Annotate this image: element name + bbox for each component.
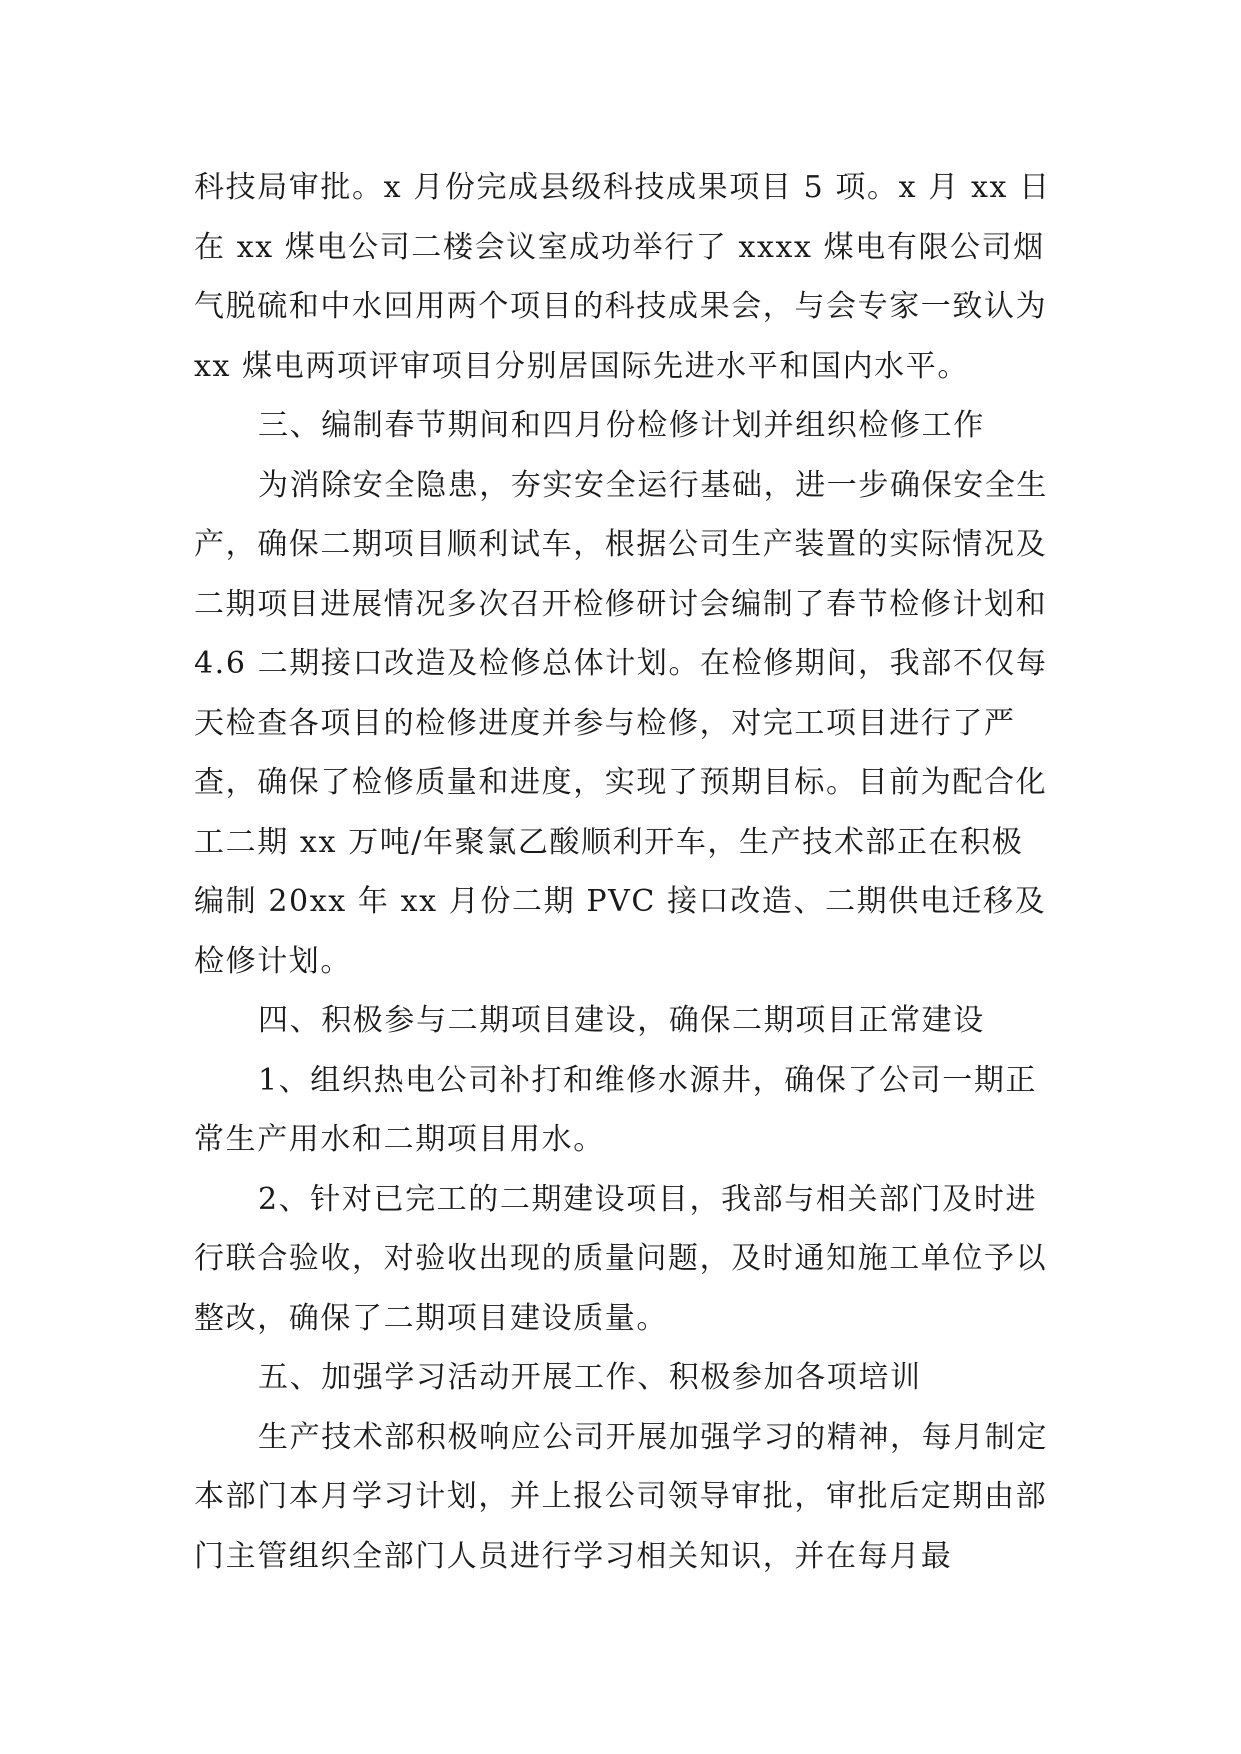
heading-section-4: 四、积极参与二期项目建设，确保二期项目正常建设 bbox=[258, 1003, 985, 1038]
paragraph-section-3: 为消除安全隐患，夯实安全运行基础，进一步确保安全生产，确保二期项目顺利试车，根据公司生产装置的实际情况及二期项目进展情况多次召开检修研讨会编制了春节检修计划和 4.6 二期接口改造及检修总体计划。在检修期间，我部不仅每天检查各项目的检修进度并参与检修，对完工项目进行了严查，确保了检修质量和进度，实现了预期目标。目前为配合化工二期 xx 万吨/年聚氯乙酸顺利开车，生产技术部正在积极编制 20xx 年 xx 月份二期 PVC 接口改造、二期供电迁移及检修计划。 bbox=[194, 467, 1048, 979]
paragraph-1: 科技局审批。x 月份完成县级科技成果项目 5 项。x 月 xx 日在 xx 煤电公司二楼会议室成功举行了 xxxx 煤电有限公司烟气脱硫和中水回用两个项目的科技成果会，与会专家一致认为 xx 煤电两项评审项目分别居国际先进水平和国内水平。 bbox=[194, 170, 1051, 384]
paragraph-item-1: 1、组织热电公司补打和维修水源井，确保了公司一期正常生产用水和二期项目用水。 bbox=[194, 1062, 1038, 1157]
paragraph-item-2: 2、针对已完工的二期建设项目，我部与相关部门及时进行联合验收，对验收出现的质量问题，及时通知施工单位予以整改，确保了二期项目建设质量。 bbox=[194, 1181, 1048, 1336]
document-body bbox=[194, 158, 1054, 1586]
paragraph-section-5: 生产技术部积极响应公司开展加强学习的精神，每月制定本部门本月学习计划，并上报公司领导审批，审批后定期由部门主管组织全部门人员进行学习相关知识，并在每月最 bbox=[194, 1419, 1048, 1574]
heading-section-5: 五、加强学习活动开展工作、积极参加各项培训 bbox=[258, 1360, 922, 1395]
heading-section-3: 三、编制春节期间和四月份检修计划并组织检修工作 bbox=[258, 408, 985, 443]
